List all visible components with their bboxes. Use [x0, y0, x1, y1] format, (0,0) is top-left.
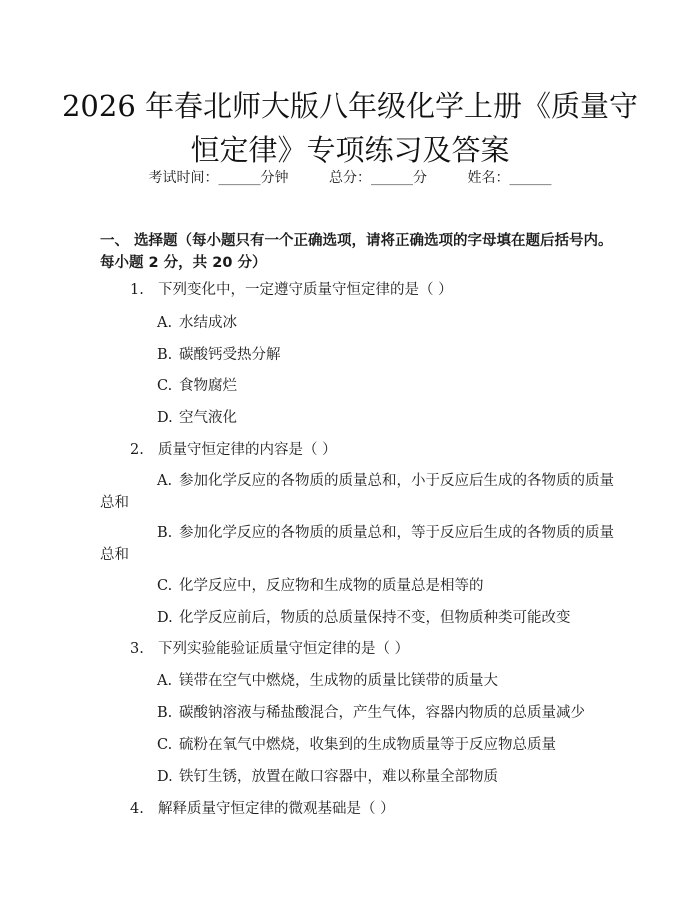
option-text: 镁带在空气中燃烧，生成物的质量比镁带的质量大 [179, 673, 498, 689]
option-text: 参加化学反应的各物质的质量总和，等于反应后生成的各物质的质量 [179, 525, 614, 541]
option-letter: B. [157, 525, 173, 541]
question-3-option-c [157, 734, 556, 756]
question-2-option-a [157, 470, 614, 492]
question-number: 2. [130, 442, 144, 458]
question-1 [130, 279, 453, 301]
question-1-option-b [157, 344, 281, 366]
question-1-option-a [157, 312, 237, 334]
option-text: 食物腐烂 [179, 378, 237, 394]
option-text: 碳酸钠溶液与稀盐酸混合，产生气体，容器内物质的总质量减少 [179, 705, 585, 721]
question-number: 4. [130, 801, 144, 817]
question-2-option-c [157, 575, 484, 597]
option-letter: D. [157, 410, 173, 426]
option-letter: A. [157, 473, 173, 489]
title-line-2: 恒定律》专项练习及答案 [190, 133, 510, 167]
option-text: 参加化学反应的各物质的质量总和，小于反应后生成的各物质的质量 [179, 473, 614, 489]
question-2-option-b [157, 522, 614, 544]
question-3 [130, 638, 409, 660]
question-2-option-b-continuation: 总和 [100, 547, 129, 563]
option-text: 空气液化 [179, 410, 237, 426]
question-3-option-a [157, 670, 498, 692]
option-letter: A. [157, 673, 173, 689]
student-name-field: 姓名：______ [467, 170, 552, 186]
exam-info [0, 168, 700, 188]
question-text: 解释质量守恒定律的微观基础是（ ） [158, 801, 395, 817]
question-text: 下列实验能验证质量守恒定律的是（ ） [158, 641, 410, 657]
question-4 [130, 798, 395, 820]
section-heading-line-1: 一、 选择题（每小题只有一个正确选项，请将正确选项的字母填在题后括号内。 [100, 233, 613, 249]
option-text: 硫粉在氧气中燃烧，收集到的生成物质量等于反应物总质量 [179, 737, 556, 753]
option-letter: D. [157, 610, 173, 626]
title-line-1: 2026 年春北师大版八年级化学上册《质量守 [61, 89, 639, 123]
option-text: 化学反应中，反应物和生成物的质量总是相等的 [179, 578, 484, 594]
option-letter: B. [157, 705, 173, 721]
question-2-option-d [157, 607, 571, 629]
option-letter: C. [157, 737, 173, 753]
question-2-option-a-continuation: 总和 [100, 495, 129, 511]
option-text: 碳酸钙受热分解 [179, 347, 281, 363]
question-2 [130, 439, 337, 461]
question-number: 3. [130, 641, 144, 657]
question-number: 1. [130, 282, 144, 298]
question-3-option-d [157, 766, 498, 788]
option-letter: C. [157, 578, 173, 594]
option-letter: C. [157, 378, 173, 394]
option-letter: B. [157, 347, 173, 363]
question-text: 下列变化中，一定遵守质量守恒定律的是（ ） [158, 282, 453, 298]
question-text: 质量守恒定律的内容是（ ） [158, 442, 337, 458]
document-title [60, 84, 640, 172]
option-text: 化学反应前后，物质的总质量保持不变，但物质种类可能改变 [179, 610, 571, 626]
option-letter: A. [157, 315, 173, 331]
option-text: 水结成冰 [179, 315, 237, 331]
section-heading [100, 230, 620, 274]
question-1-option-c [157, 375, 237, 397]
option-text: 铁钉生锈，放置在敞口容器中，难以称量全部物质 [179, 769, 498, 785]
question-1-option-d [157, 407, 237, 429]
section-heading-line-2: 每小题 2 分，共 20 分） [100, 255, 267, 271]
option-letter: D. [157, 769, 173, 785]
total-score-field: 总分：______分 [329, 170, 427, 186]
question-3-option-b [157, 702, 585, 724]
exam-time-field: 考试时间：______分钟 [148, 170, 289, 186]
